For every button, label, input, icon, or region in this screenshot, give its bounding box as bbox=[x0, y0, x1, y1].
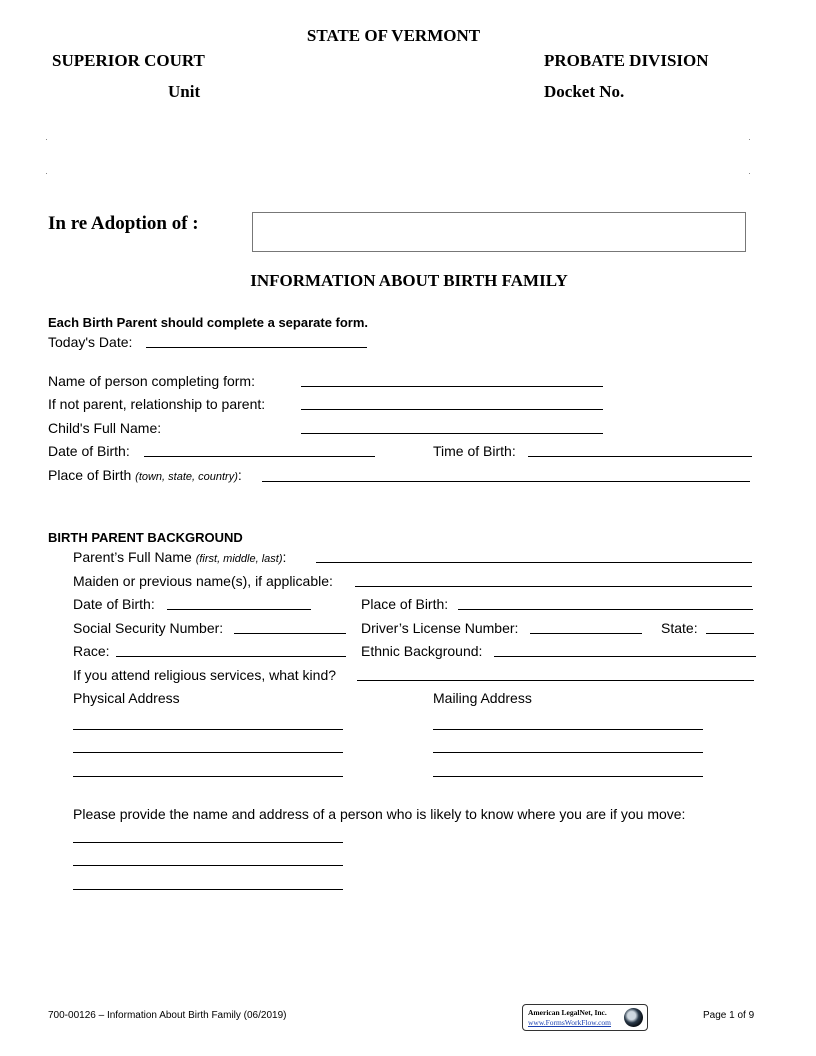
name-completing-label: Name of person completing form: bbox=[48, 373, 255, 389]
relationship-label: If not parent, relationship to parent: bbox=[48, 396, 266, 412]
mailing-address-line-1[interactable] bbox=[433, 729, 703, 730]
contact-prompt: Please provide the name and address of a person who is likely to know where you are if you move: bbox=[73, 806, 686, 822]
religious-field[interactable] bbox=[357, 680, 754, 681]
license-field[interactable] bbox=[530, 633, 642, 634]
instruction: Each Birth Parent should complete a separate form. bbox=[48, 315, 369, 330]
contact-line-2[interactable] bbox=[73, 865, 343, 866]
logo-url[interactable]: www.FormsWorkFlow.com bbox=[528, 1018, 612, 1027]
maiden-name-field[interactable] bbox=[355, 586, 752, 587]
court-name: SUPERIOR COURT bbox=[52, 51, 205, 70]
name-completing-field[interactable] bbox=[301, 386, 603, 387]
race-field[interactable] bbox=[116, 656, 346, 657]
license-state-field[interactable] bbox=[706, 633, 754, 634]
contact-line-1[interactable] bbox=[73, 842, 343, 843]
child-pob-hint: (town, state, country) bbox=[135, 471, 238, 483]
form-id: 700-00126 – Information About Birth Family (06/2019) bbox=[48, 1010, 287, 1021]
globe-icon bbox=[624, 1008, 643, 1027]
mailing-address-line-2[interactable] bbox=[433, 752, 703, 753]
parent-dob-label: Date of Birth: bbox=[73, 596, 155, 612]
mailing-address-label: Mailing Address bbox=[433, 690, 532, 706]
docket-label: Docket No. bbox=[544, 82, 625, 101]
maiden-name-label: Maiden or previous name(s), if applicable: bbox=[73, 573, 333, 589]
religious-label: If you attend religious services, what kind? bbox=[73, 667, 337, 683]
ethnic-label: Ethnic Background: bbox=[361, 643, 483, 659]
parent-name-hint: (first, middle, last) bbox=[195, 553, 283, 565]
physical-address-line-1[interactable] bbox=[73, 729, 343, 730]
parent-name-text: Parent’s Full Name bbox=[73, 549, 192, 565]
child-dob-label: Date of Birth: bbox=[48, 443, 130, 459]
adoption-name-input[interactable] bbox=[252, 212, 746, 252]
division-name: PROBATE DIVISION bbox=[544, 51, 709, 70]
todays-date-label: Today's Date: bbox=[48, 334, 133, 350]
relationship-field[interactable] bbox=[301, 409, 603, 410]
logo-company: American LegalNet, Inc. bbox=[528, 1008, 607, 1017]
parent-name-field[interactable] bbox=[316, 562, 752, 563]
physical-address-label: Physical Address bbox=[73, 690, 180, 706]
ssn-label: Social Security Number: bbox=[73, 620, 224, 636]
todays-date-field[interactable] bbox=[146, 347, 367, 348]
parent-pob-field[interactable] bbox=[458, 609, 753, 610]
unit-label: Unit bbox=[168, 82, 201, 101]
form-title: INFORMATION ABOUT BIRTH FAMILY bbox=[250, 271, 568, 290]
parent-name-label: Parent’s Full Name (first, middle, last): bbox=[73, 549, 287, 565]
child-pob-field[interactable] bbox=[262, 481, 750, 482]
child-pob-text: Place of Birth bbox=[48, 467, 132, 483]
ethnic-field[interactable] bbox=[494, 656, 756, 657]
mailing-address-line-3[interactable] bbox=[433, 776, 703, 777]
child-name-label: Child's Full Name: bbox=[48, 420, 162, 436]
child-name-field[interactable] bbox=[301, 433, 603, 434]
child-dob-field[interactable] bbox=[144, 456, 375, 457]
background-heading: BIRTH PARENT BACKGROUND bbox=[48, 530, 243, 545]
child-tob-field[interactable] bbox=[528, 456, 752, 457]
page-number: Page 1 of 9 bbox=[703, 1010, 755, 1021]
parent-dob-field[interactable] bbox=[167, 609, 311, 610]
physical-address-line-3[interactable] bbox=[73, 776, 343, 777]
license-label: Driver’s License Number: bbox=[361, 620, 519, 636]
legalnet-logo[interactable] bbox=[522, 1004, 648, 1031]
contact-line-3[interactable] bbox=[73, 889, 343, 890]
child-pob-label: Place of Birth (town, state, country): bbox=[48, 467, 242, 483]
parent-pob-label: Place of Birth: bbox=[361, 596, 449, 612]
ssn-field[interactable] bbox=[234, 633, 346, 634]
physical-address-line-2[interactable] bbox=[73, 752, 343, 753]
state-title: STATE OF VERMONT bbox=[306, 26, 481, 45]
adoption-label: In re Adoption of : bbox=[48, 213, 199, 234]
license-state-label: State: bbox=[661, 620, 698, 636]
child-tob-label: Time of Birth: bbox=[433, 443, 516, 459]
race-label: Race: bbox=[73, 643, 110, 659]
